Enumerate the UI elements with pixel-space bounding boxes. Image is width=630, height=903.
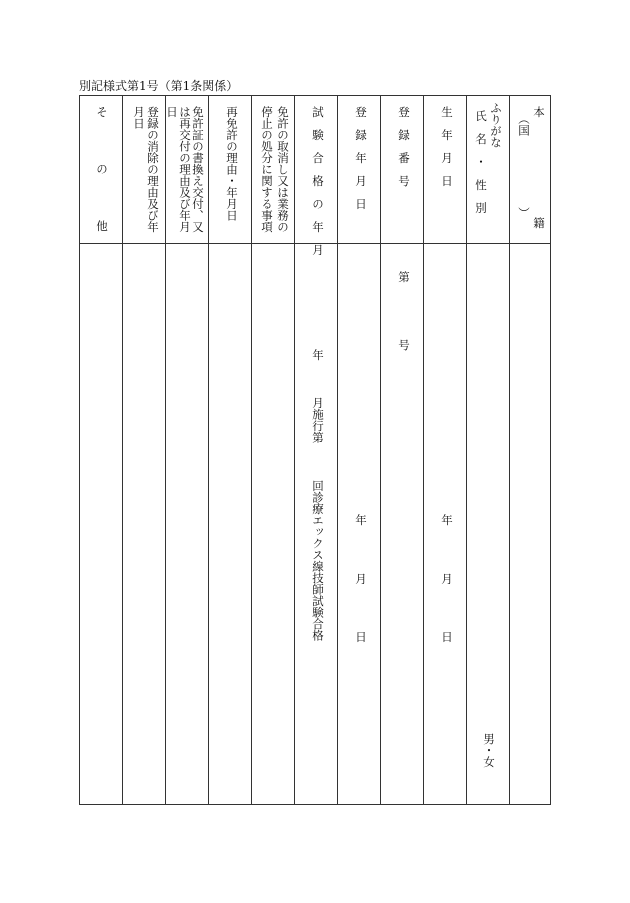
column-divider: [251, 96, 252, 804]
header-relicense: 再免許の理由・年月日: [225, 106, 239, 221]
honseki-paren-close: ）: [517, 207, 531, 219]
registry-form-table: [79, 95, 551, 805]
column-divider: [294, 96, 295, 804]
birth-day-label: 日: [440, 631, 454, 643]
column-divider: [509, 96, 510, 804]
reg-day-label: 日: [354, 631, 368, 643]
column-divider: [165, 96, 166, 804]
header-registration-number: 登 録 番 号: [397, 106, 411, 187]
reissue-line-2: は再交付の理由及び年月: [178, 106, 192, 233]
reg-number-dai: 第: [397, 271, 411, 283]
other-no: の: [95, 163, 109, 175]
other-so: そ: [95, 106, 109, 118]
deletion-line-2: 月日: [132, 106, 146, 129]
column-divider: [337, 96, 338, 804]
reg-year-label: 年: [354, 514, 368, 526]
header-registration-date: 登 録 年 月 日: [354, 106, 368, 210]
deletion-line-1: 登録の消除の理由及び年: [146, 106, 160, 233]
other-ta: 他: [95, 220, 109, 232]
exam-pass-label: 回診療エックス線技師試験合格: [311, 480, 325, 641]
honseki-hon: 本: [532, 106, 546, 118]
birth-month-label: 月: [440, 573, 454, 585]
header-exam-pass: 試 験 合 格 の 年 月: [311, 106, 325, 256]
column-divider: [423, 96, 424, 804]
honseki-paren-open: （国: [517, 113, 531, 136]
honseki-seki: 籍: [532, 217, 546, 229]
reg-number-go: 号: [397, 339, 411, 351]
exam-held-label: 月施行第: [311, 397, 325, 443]
reissue-line-1: 免許証の書換え交付、又: [191, 106, 205, 233]
name-sex-label: 氏 名 ・ 性 別: [474, 110, 488, 214]
reissue-line-3: 日: [165, 106, 179, 118]
revocation-line-1: 免許の取消し又は業務の: [276, 106, 290, 233]
exam-year-label: 年: [311, 349, 325, 361]
header-birthdate: 生 年 月 日: [440, 106, 454, 187]
revocation-line-2: 停止の処分に関する事項: [260, 106, 274, 233]
column-divider: [466, 96, 467, 804]
column-divider: [380, 96, 381, 804]
birth-year-label: 年: [440, 514, 454, 526]
column-divider: [208, 96, 209, 804]
column-divider: [122, 96, 123, 804]
form-title: 別記様式第1号（第1条関係）: [79, 79, 239, 93]
sex-options: 男・女: [482, 733, 496, 768]
furigana-label: ふりがな: [489, 102, 503, 148]
reg-month-label: 月: [354, 573, 368, 585]
